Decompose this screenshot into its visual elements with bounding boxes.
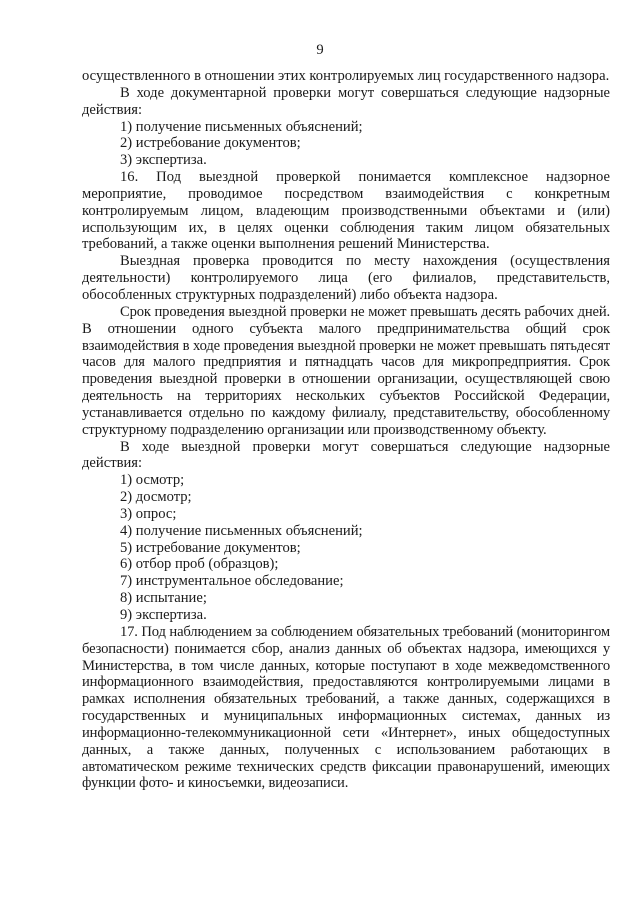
list-item: 2) досмотр; [120,489,192,506]
list-item: 4) получение письменных объяснений; [120,522,363,539]
list-item: 9) экспертиза. [120,607,207,623]
list-item: 7) инструментальное обследование; [120,573,344,590]
list-item: 1) получение письменных объяснений; [120,118,363,135]
paragraph: В ходе выездной проверки могут совершаться следующие надзорные действия: [82,438,610,472]
list-item: 3) опрос; [120,505,177,522]
list-item: 6) отбор проб (образцов); [120,556,279,573]
paragraph: осуществленного в отношении этих контролируемых лиц государственного надзора. [82,68,610,84]
paragraph: В ходе документарной проверки могут совершаться следующие надзорные действия: [82,84,610,118]
list-item: 1) осмотр; [120,472,185,489]
paragraph: Выездная проверка проводится по месту нахождения (осуществления деятельности) контролируемого лица (его филиалов, представительств, обособленных структурных подразделений) либо объекта надзора. [82,253,610,303]
page-number: 9 [316,42,324,58]
list-item: 5) истребование документов; [120,539,301,556]
list-item: 8) испытание; [120,590,207,607]
document-body [82,68,610,792]
paragraph: Срок проведения выездной проверки не может превышать десять рабочих дней. В отношении одного субъекта малого предпринимательства общий срок взаимодействия в ходе проведения выездной проверки не может превышать пятьдесят часов для малого предприятия и пятнадцать часов для микропредприятия. Срок проведения выездной проверки в отношении организации, осуществляющей свою деятельность на территориях нескольких субъектов Российской Федерации, устанавливается отдельно по каждому филиалу, представительству, обособленному структурному подразделению организации или производственному объекту. [82,303,610,438]
list-item: 3) экспертиза. [120,152,207,169]
list-item: 2) истребование документов; [120,135,301,152]
paragraph: 17. Под наблюдением за соблюдением обязательных требований (мониторингом безопасности) понимается сбор, анализ данных об объектах надзора, имеющихся у Министерства, в том числе данных, которые поступают в ходе межведомственного информационного взаимодействия, предоставляются контролируемыми лицами в рамках исполнения обязательных требований, а также данных, содержащихся в государственных и муниципальных информационных системах, данных из информационно-телекоммуникационной сети «Интернет», иных общедоступных данных, а также данных, полученных с использованием работающих в автоматическом режиме технических средств фиксации правонарушений, имеющих функции фото- и киносъемки, видеозаписи. [82,623,610,792]
paragraph: 16. Под выездной проверкой понимается комплексное надзорное мероприятие, проводимое посредством взаимодействия с конкретным контролируемым лицом, владеющим производственными объектами и (или) использующим их, в целях оценки соблюдения таким лицом обязательных требований, а также оценки выполнения решений Министерства. [82,169,610,253]
